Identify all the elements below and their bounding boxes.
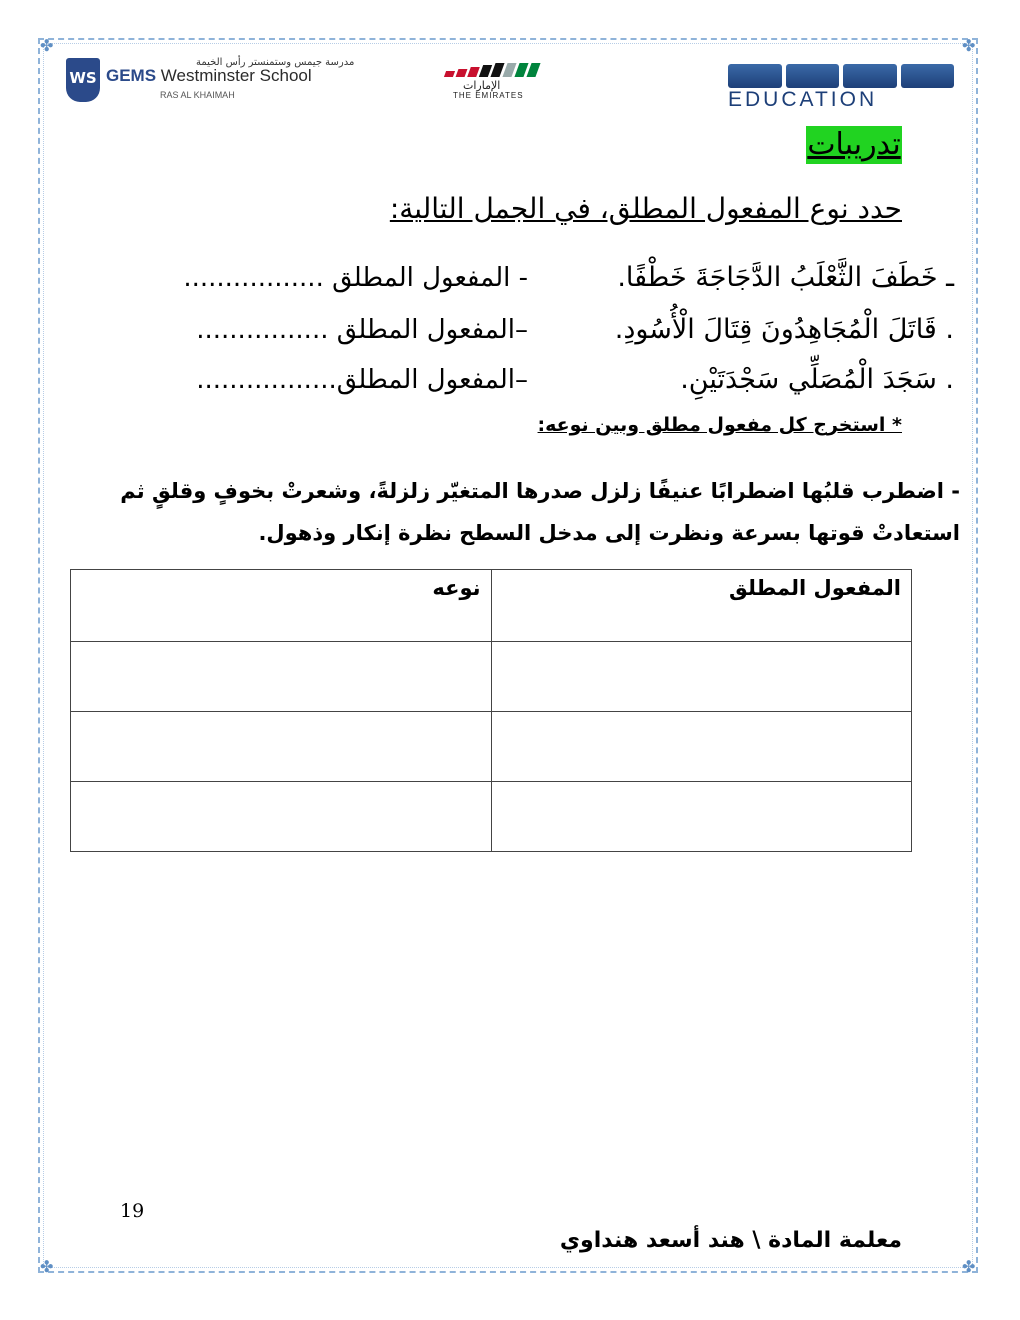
answer-line-2: –المفعول المطلق ................ (196, 315, 528, 345)
school-name (106, 66, 312, 86)
table-cell[interactable] (491, 642, 912, 712)
corner-ornament-icon: ✤ (962, 36, 976, 55)
sentence-1: ـ خَطَفَ الثَّعْلَبُ الدَّجَاجَةَ خَطْفًا. (617, 262, 954, 293)
answer-line-3: –المفعول المطلق................. (196, 365, 528, 395)
school-location: RAS AL KHAIMAH (160, 90, 235, 100)
instruction: حدد نوع المفعول المطلق، في الجمل التالية: (389, 192, 902, 225)
table-cell[interactable] (71, 642, 492, 712)
teacher-name: معلمة المادة \ هند أسعد هنداوي (559, 1228, 902, 1253)
table-row (71, 712, 912, 782)
table-header-type: نوعه (71, 570, 492, 642)
task2-paragraph: - اضطرب قلبُها اضطرابًا عنيفًا زلزل صدرها المتغيّر زلزلةً، وشعرتْ بخوفٍ وقلقٍ ثم استعادتْ قوتها بسرعة ونظرت إلى مدخل السطح نظرة إنكار وذهول. (120, 479, 960, 545)
school-brand: GEMS (106, 66, 157, 85)
page-number: 19 (120, 1200, 145, 1222)
table-cell[interactable] (491, 712, 912, 782)
table-header-mafool: المفعول المطلق (491, 570, 912, 642)
worksheet-title: تدريبات (807, 127, 901, 162)
sentence-2: . قَاتَلَ الْمُجَاهِدُونَ قِتَالَ الْأُسُودِ. (614, 314, 954, 345)
table-cell[interactable] (71, 712, 492, 782)
sentence-3: . سَجَدَ الْمُصَلِّي سَجْدَتَيْنِ. (680, 364, 954, 395)
emirates-english: THE EMIRATES (453, 91, 524, 100)
table-row (71, 782, 912, 852)
table-header-row (71, 570, 912, 642)
emirates-logo (445, 62, 570, 102)
school-name-text: Westminster School (160, 66, 312, 85)
corner-ornament-icon: ✤ (40, 36, 54, 55)
corner-ornament-icon: ✤ (40, 1257, 54, 1276)
education-word: EDUCATION (728, 88, 878, 111)
answer-table (70, 569, 912, 852)
table-cell[interactable] (71, 782, 492, 852)
school-logo (66, 57, 355, 108)
emirates-arabic: الإمارات (463, 79, 501, 92)
table-row (71, 642, 912, 712)
corner-ornament-icon: ✤ (962, 1257, 976, 1276)
answer-line-1: - المفعول المطلق ................. (183, 263, 528, 293)
gems-letters-icon (728, 64, 954, 88)
school-arabic-name: مدرسة جيمس وستمنستر رأس الخيمة (196, 57, 355, 68)
emirates-flag-stripes-icon (445, 62, 570, 80)
school-badge-icon: WS (66, 58, 100, 102)
table-cell[interactable] (491, 782, 912, 852)
task2-heading: * استخرج كل مفعول مطلق وبين نوعه: (537, 414, 902, 436)
gems-education-logo (728, 64, 958, 112)
